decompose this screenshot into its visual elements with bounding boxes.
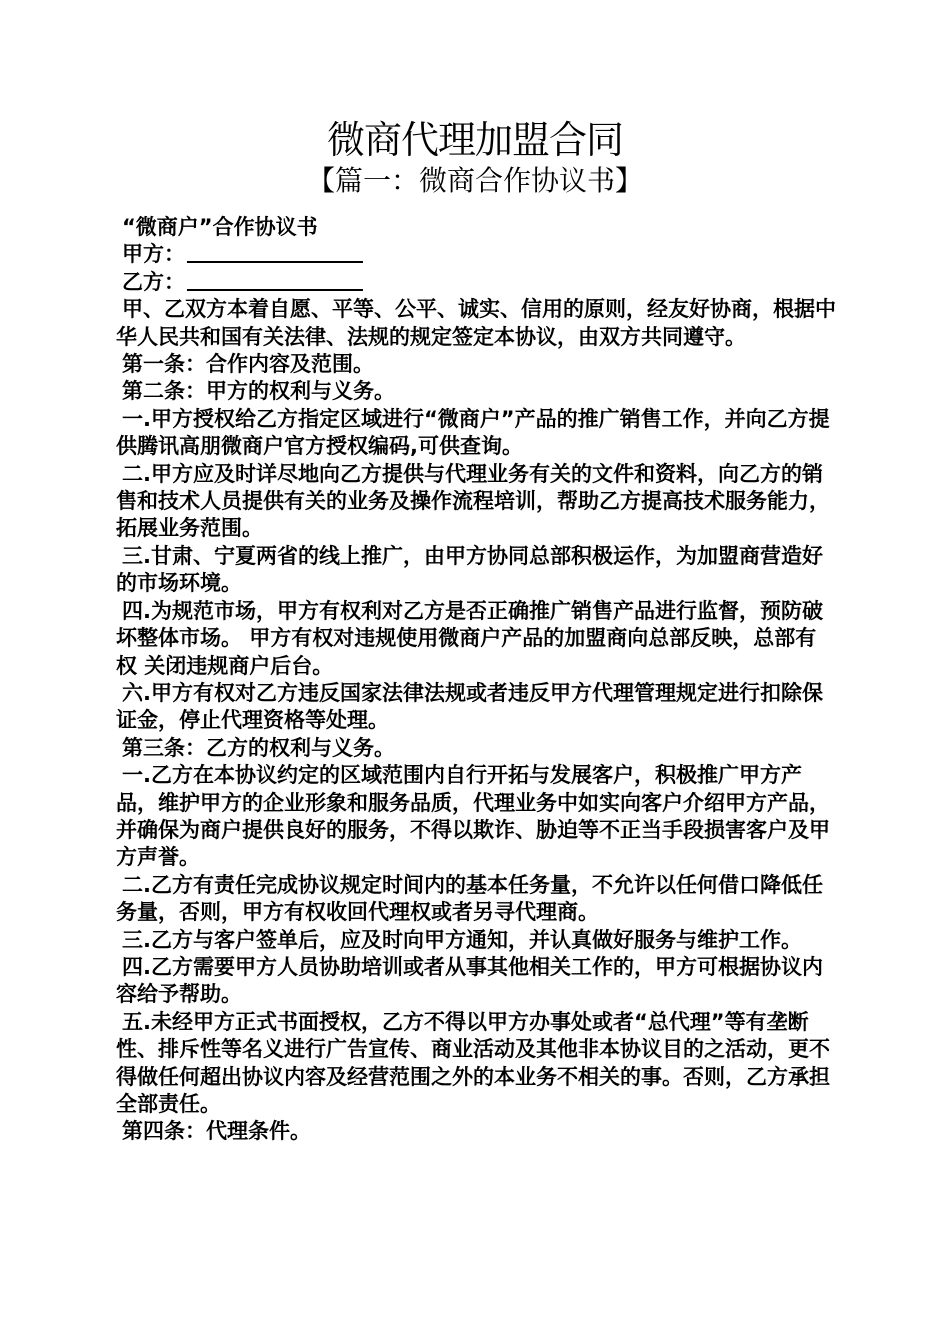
article-3-clause-2: 二.乙方有责任完成协议规定时间内的基本任务量，不允许以任何借口降低任务量，否则，甲方有权收回代理权或者另寻代理商。: [116, 872, 823, 925]
party-b-label: 乙方：: [122, 269, 185, 294]
article-2-clause-1: 一.甲方授权给乙方指定区域进行“微商户”产品的推广销售工作，并向乙方提供腾讯高朋微商户官方授权编码,可供查询。: [116, 406, 830, 459]
article-3-heading: 第三条：乙方的权利与义务。: [122, 735, 395, 760]
article-2-clause-4: 四.为规范市场，甲方有权利对乙方是否正确推广销售产品进行监督，预防破坏整体市场。 甲方有权对违规使用微商户产品的加盟商向总部反映，总部有权 关闭违规商户后台。: [116, 598, 823, 678]
article-2-heading: 第二条：甲方的权利与义务。: [122, 379, 395, 404]
article-2-clause-6: 六.甲方有权对乙方违反国家法律法规或者违反甲方代理管理规定进行扣除保证金，停止代理资格等处理。: [116, 680, 823, 733]
document-body: [116, 214, 836, 1146]
party-b-line: [116, 269, 836, 296]
article-4-heading: 第四条：代理条件。: [122, 1119, 311, 1144]
party-a-blank: [187, 241, 363, 263]
article-1-heading: 第一条：合作内容及范围。: [122, 352, 374, 377]
article-2-clause-2: 二.甲方应及时详尽地向乙方提供与代理业务有关的文件和资料，向乙方的销售和技术人员提供有关的业务及操作流程培训，帮助乙方提高技术服务能力，拓展业务范围。: [116, 461, 830, 541]
party-b-blank: [187, 269, 363, 291]
party-a-line: [116, 241, 836, 268]
document-subtitle: 【篇一：微商合作协议书】: [306, 164, 643, 197]
article-3-clause-3: 三.乙方与客户签单后，应及时向甲方通知，并认真做好服务与维护工作。: [122, 927, 802, 952]
paragraph-preamble: 甲、乙双方本着自愿、平等、公平、诚实、信用的原则，经友好协商，根据中华人民共和国有关法律、法规的规定签定本协议，由双方共同遵守。: [116, 297, 836, 349]
article-3-clause-4: 四.乙方需要甲方人员协助培训或者从事其他相关工作的，甲方可根据协议内容给予帮助。: [116, 954, 823, 1007]
party-a-label: 甲方：: [122, 242, 185, 267]
document-title: 微商代理加盟合同: [326, 118, 623, 162]
article-3-clause-5: 五.未经甲方正式书面授权，乙方不得以甲方办事处或者“总代理”等有垄断性、排斥性等名义进行广告宣传、商业活动及其他非本协议目的之活动，更不得做任何超出协议内容及经营范围之外的本业务不相关的事。否则，乙方承担全部责任。: [116, 1009, 830, 1116]
article-3-clause-1: 一.乙方在本协议约定的区域范围内自行开拓与发展客户，积极推广甲方产品，维护甲方的企业形象和服务品质，代理业务中如实向客户介绍甲方产品，并确保为商户提供良好的服务，不得以欺诈、胁迫等不正当手段损害客户及甲方声誉。: [116, 763, 830, 870]
agreement-heading: “微商户”合作协议书: [122, 215, 318, 239]
article-2-clause-3: 三.甘肃、宁夏两省的线上推广，由甲方协同总部积极运作，为加盟商营造好的市场环境。: [116, 543, 823, 596]
